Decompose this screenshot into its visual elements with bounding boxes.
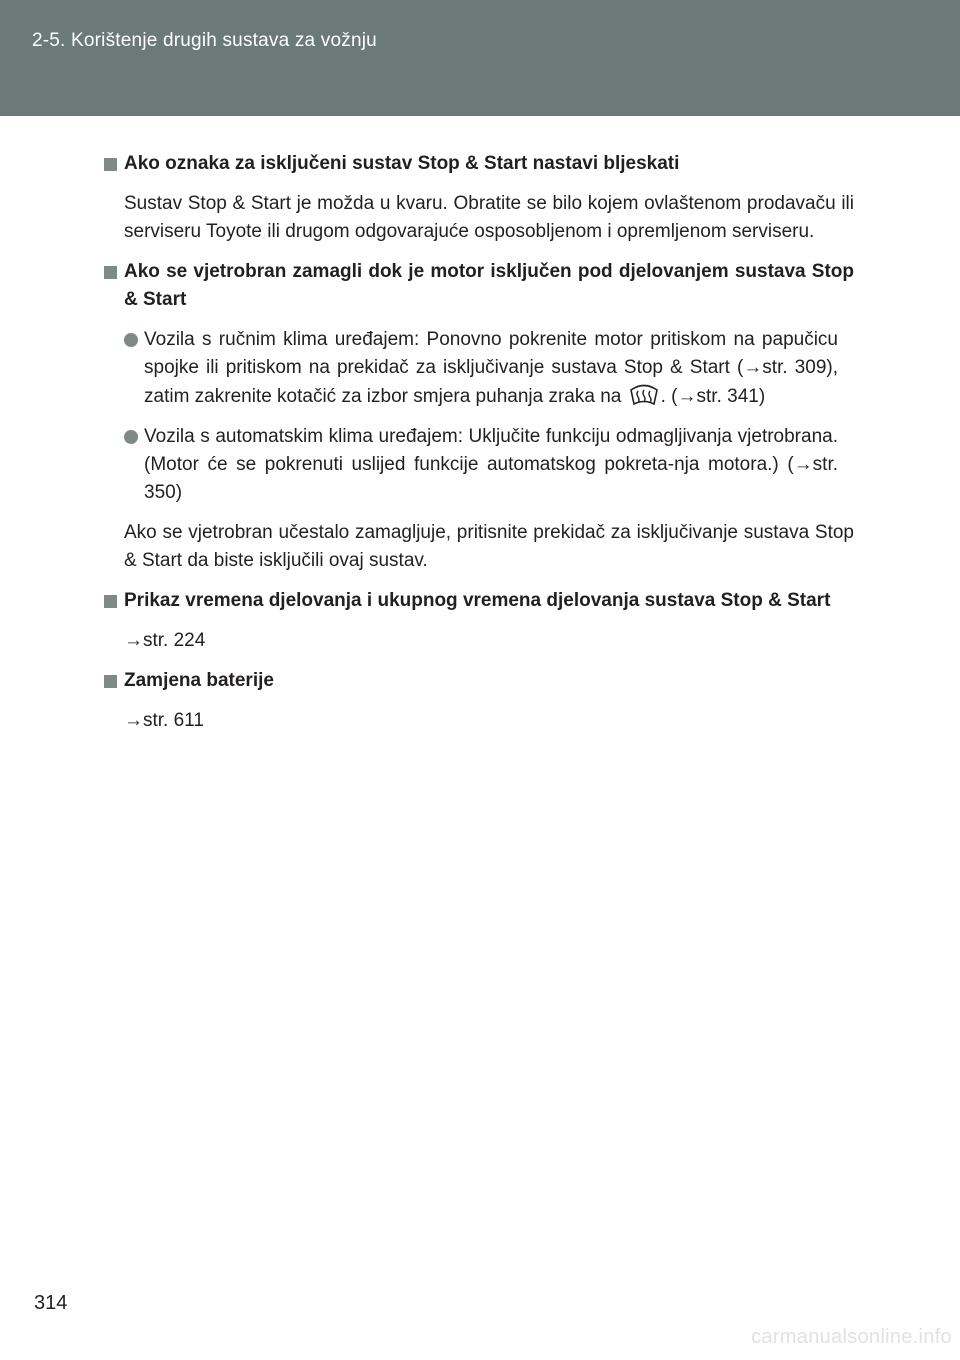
paragraph-disable-system: Ako se vjetrobran učestalo zamagljuje, pritisnite prekidač za isključivanje sustava Stop & Start da biste isključili ovaj sustav. [124, 522, 854, 571]
heading-stop-start-indicator: Ako oznaka za isključeni sustav Stop & Start nastavi bljeskati [104, 150, 854, 178]
paragraph-malfunction: Sustav Stop & Start je možda u kvaru. Obratite se bilo kojem ovlaštenom prodavaču ili serviseru Toyote ili drugom odgovarajuće osposobljenom i opremljenom serviseru. [124, 193, 854, 242]
list-item-automatic-ac: Vozila s automatskim klima uređajem: Uključite funkciju odmagljivanja vjetrobrana. (Motor će se pokrenuti uslijed funkcije automatskog pokreta-nja motora.) (→str. 350) [104, 423, 854, 507]
page-reference: →str. 224 [124, 630, 206, 651]
square-bullet-icon [104, 266, 117, 279]
circle-bullet-icon [124, 333, 138, 347]
windshield-defrost-icon [629, 382, 659, 408]
square-bullet-icon [104, 595, 117, 608]
heading-windshield-fog: Ako se vjetrobran zamagli dok je motor isključen pod djelovanjem sustava Stop & Start [104, 258, 854, 314]
watermark: carmanualsonline.info [751, 1326, 952, 1348]
circle-bullet-icon [124, 430, 138, 444]
heading-battery-replacement: Zamjena baterije [104, 667, 854, 695]
header-bar [0, 0, 960, 116]
page-content [104, 150, 854, 747]
square-bullet-icon [104, 675, 117, 688]
page-reference: →str. 611 [124, 710, 204, 731]
list-item-manual-ac: Vozila s ručnim klima uređajem: Ponovno pokrenite motor pritiskom na papučicu spojke ili pritiskom na prekidač za isključivanje sustava Stop & Start (→str. 309), zatim zakrenite kotačić za izbor smjera puhanja zraka na . (→str. 341) [104, 326, 854, 411]
square-bullet-icon [104, 158, 117, 171]
heading-operation-time: Prikaz vremena djelovanja i ukupnog vremena djelovanja sustava Stop & Start [104, 587, 854, 615]
page-number: 314 [34, 1292, 68, 1314]
section-title: 2-5. Korištenje drugih sustava za vožnju [32, 30, 377, 51]
